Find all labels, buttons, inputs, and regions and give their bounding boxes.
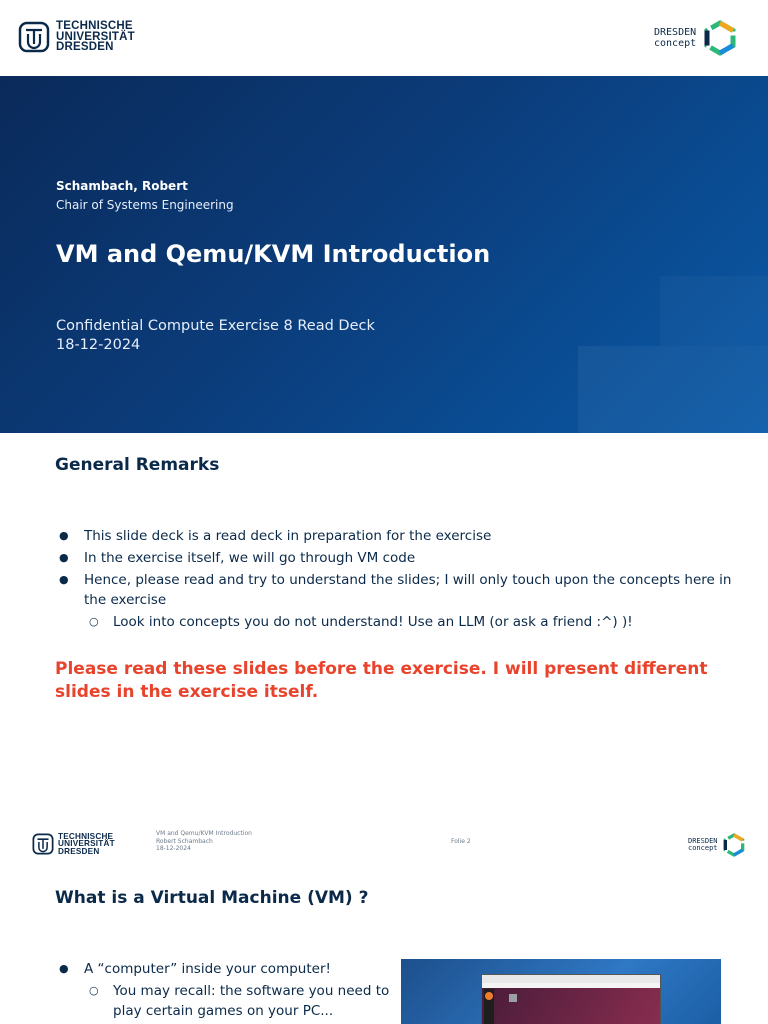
dresden-concept-text: DRESDEN concept xyxy=(688,836,718,852)
tud-logo-small xyxy=(32,832,115,856)
list-item: ● A “computer” inside your computer! xyxy=(56,959,396,979)
subtitle-line: Confidential Compute Exercise 8 Read Deck xyxy=(56,318,375,334)
vm-list xyxy=(56,959,396,1021)
vm-heading: What is a Virtual Machine (VM) ? xyxy=(55,888,369,908)
slide-meta: VM and Qemu/KVM Introduction Robert Schambach 18-12-2024 xyxy=(156,830,252,852)
tud-emblem-icon xyxy=(18,20,50,54)
author-name: Schambach, Robert xyxy=(56,179,188,193)
list-item: ● Hence, please read and try to understand the slides; I will only touch upon the concepts here in the exercise xyxy=(56,570,736,610)
remarks-list xyxy=(56,526,736,632)
firefox-icon xyxy=(485,992,493,1000)
slide-number: Folie 2 xyxy=(451,838,471,845)
hero-decoration xyxy=(578,346,768,433)
dresden-concept-ring-icon xyxy=(702,20,738,56)
deck-subtitle xyxy=(56,317,375,355)
dresden-concept-logo-small xyxy=(688,833,746,857)
dresden-concept-text: DRESDEN concept xyxy=(654,27,697,49)
vm-window xyxy=(481,974,661,1024)
sub-list-item: ○ Look into concepts you do not understand! Use an LLM (or ask a friend :^) )! xyxy=(56,612,736,632)
deck-title: VM and Qemu/KVM Introduction xyxy=(56,240,491,268)
dresden-concept-ring-icon xyxy=(722,833,746,857)
read-warning: Please read these slides before the exercise. I will present different slides in the exercise itself. xyxy=(55,659,708,702)
vm-screenshot-image xyxy=(401,959,721,1024)
dresden-concept-logo xyxy=(654,20,738,56)
list-item: ● In the exercise itself, we will go through VM code xyxy=(56,548,736,568)
sub-list-item: ○ You may recall: the software you need to play certain games on your PC... xyxy=(56,981,396,1021)
slide2-header xyxy=(0,826,768,862)
hero-decoration xyxy=(660,276,768,346)
tud-logo-text: TECHNISCHE UNIVERSITÄT DRESDEN xyxy=(56,20,135,54)
tud-logo-text: TECHNISCHE UNIVERSITÄT DRESDEN xyxy=(58,831,115,856)
file-icon xyxy=(509,994,517,1002)
subtitle-date: 18-12-2024 xyxy=(56,337,141,353)
general-remarks-heading: General Remarks xyxy=(55,455,220,475)
tud-emblem-icon xyxy=(32,832,54,856)
chair-name: Chair of Systems Engineering xyxy=(56,198,234,212)
tud-logo xyxy=(18,20,135,54)
list-item: ● This slide deck is a read deck in preparation for the exercise xyxy=(56,526,736,546)
